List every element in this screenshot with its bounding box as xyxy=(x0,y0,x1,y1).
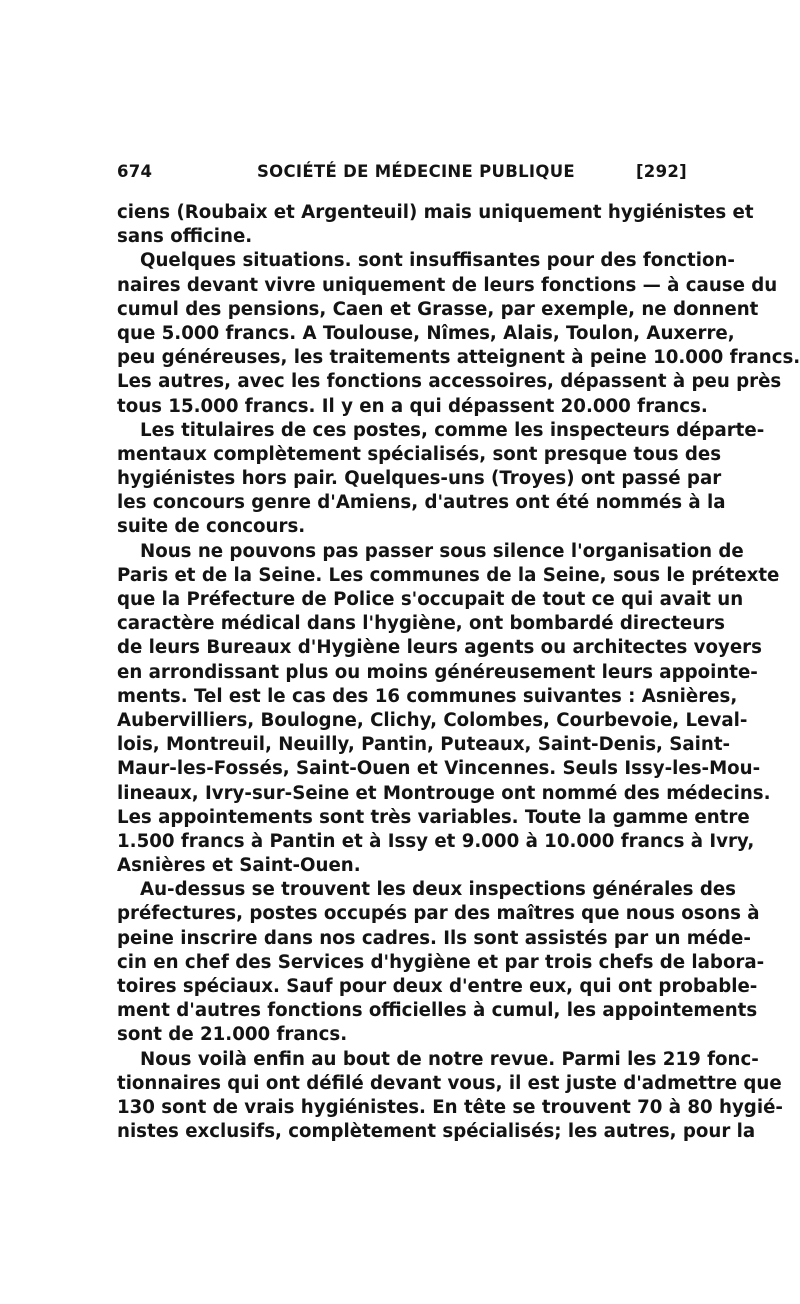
text-line: tous 15.000 francs. Il y en a qui dépassent 20.000 francs. xyxy=(117,395,708,417)
text-line: Nous ne pouvons pas passer sous silence l'organisation de xyxy=(140,540,744,562)
text-line: en arrondissant plus ou moins généreusement leurs appointe- xyxy=(117,661,758,683)
text-line: que 5.000 francs. A Toulouse, Nîmes, Alais, Toulon, Auxerre, xyxy=(117,322,735,344)
header-title: SOCIÉTÉ DE MÉDECINE PUBLIQUE xyxy=(257,162,575,181)
text-line: mentaux complètement spécialisés, sont presque tous des xyxy=(117,443,722,465)
text-line: préfectures, postes occupés par des maîtres que nous osons à xyxy=(117,903,760,925)
text-line: ments. Tel est le cas des 16 communes suivantes : Asnières, xyxy=(117,685,738,707)
text-line: lineaux, Ivry-sur-Seine et Montrouge ont nommé des médecins. xyxy=(117,782,771,804)
text-line: sont de 21.000 francs. xyxy=(117,1024,348,1046)
text-line: suite de concours. xyxy=(117,516,306,538)
text-line: Les titulaires de ces postes, comme les inspecteurs départe- xyxy=(140,419,765,441)
text-line: Aubervilliers, Boulogne, Clichy, Colombes, Courbevoie, Leval- xyxy=(117,709,748,731)
text-line: toires spéciaux. Sauf pour deux d'entre eux, qui ont probable- xyxy=(117,976,758,997)
text-line: peine inscrire dans nos cadres. Ils sont assistés par un méde- xyxy=(117,927,751,949)
text-line: Les autres, avec les fonctions accessoires, dépassent à peu près xyxy=(117,371,782,393)
text-line: Au-dessus se trouvent les deux inspections générales des xyxy=(140,879,736,901)
text-line: 130 sont de vrais hygiénistes. En tête se trouvent 70 à 80 hygié- xyxy=(117,1096,783,1118)
text-line: lois, Montreuil, Neuilly, Pantin, Puteaux, Saint-Denis, Saint- xyxy=(117,734,731,756)
text-line: caractère médical dans l'hygiène, ont bombardé directeurs xyxy=(117,613,726,635)
text-line: hygiénistes hors pair. Quelques-uns (Troyes) ont passé par xyxy=(117,468,722,490)
text-line: que la Préfecture de Police s'occupait de tout ce qui avait un xyxy=(117,589,744,610)
text-line: ciens (Roubaix et Argenteuil) mais uniquement hygiénistes et xyxy=(117,202,754,223)
text-line: de leurs Bureaux d'Hygiène leurs agents ou architectes voyers xyxy=(117,637,762,659)
page-number: 674 xyxy=(117,162,153,181)
body-text xyxy=(117,201,800,1144)
running-head xyxy=(117,162,687,188)
text-line: nistes exclusifs, complètement spécialisés; les autres, pour la xyxy=(117,1121,756,1143)
text-line: Asnières et Saint-Ouen. xyxy=(117,855,361,877)
text-line: sans officine. xyxy=(117,226,253,248)
text-line: cin en chef des Services d'hygiène et par trois chefs de labora- xyxy=(117,951,765,973)
text-line: Nous voilà enfin au bout de notre revue. Parmi les 219 fonc- xyxy=(140,1048,759,1070)
text-line: Paris et de la Seine. Les communes de la Seine, sous le prétexte xyxy=(117,564,780,586)
text-line: les concours genre d'Amiens, d'autres ont été nommés à la xyxy=(117,492,726,514)
text-line: peu généreuses, les traitements atteignent à peine 10.000 francs. xyxy=(117,347,800,369)
text-line: ment d'autres fonctions officielles à cumul, les appointements xyxy=(117,1000,758,1022)
text-line: Quelques situations. sont insuffisantes pour des fonction- xyxy=(140,250,735,272)
text-line: tionnaires qui ont défilé devant vous, il est juste d'admettre que xyxy=(117,1072,782,1094)
text-line: Maur-les-Fossés, Saint-Ouen et Vincennes. Seuls Issy-les-Mou- xyxy=(117,758,761,780)
text-line: cumul des pensions, Caen et Grasse, par exemple, ne donnent xyxy=(117,298,759,320)
text-line: 1.500 francs à Pantin et à Issy et 9.000 à 10.000 francs à Ivry, xyxy=(117,830,755,852)
text-line: Les appointements sont très variables. Toute la gamme entre xyxy=(117,806,750,828)
section-reference: [292] xyxy=(635,162,687,181)
text-line: naires devant vivre uniquement de leurs fonctions — à cause du xyxy=(117,274,778,296)
